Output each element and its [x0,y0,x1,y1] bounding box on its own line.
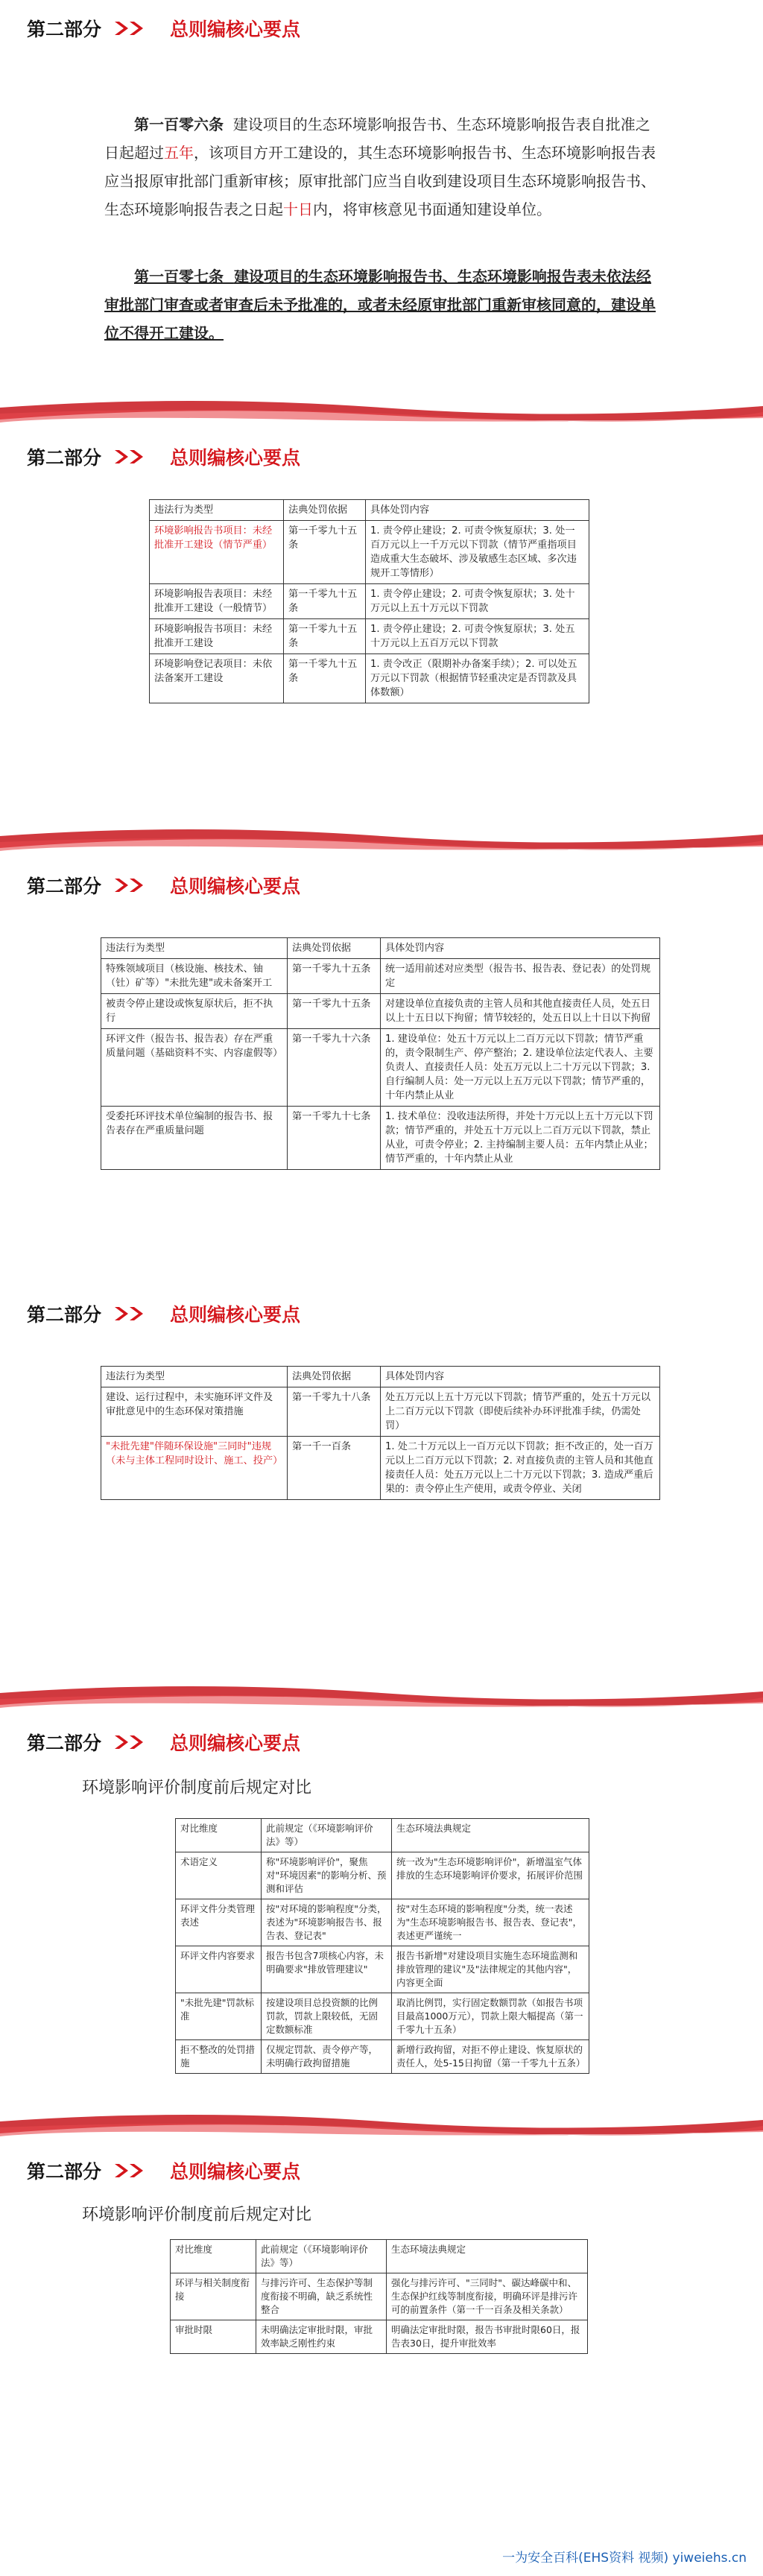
double-chevron-icon [112,2162,156,2179]
table-row [176,1993,589,2040]
table-cell: 第一千一百条 [288,1437,381,1500]
table-header-cell: 具体处罚内容 [366,500,589,521]
slide-header [27,870,300,900]
table-header-cell: 违法行为类型 [150,500,284,521]
slide-header [27,1299,300,1329]
table-cell: 第一千零九十六条 [288,1029,381,1107]
penalty-table [101,1366,660,1500]
table-cell: "未批先建"罚款标准 [176,1993,262,2040]
decorative-wave [0,391,763,428]
table-cell: 新增行政拘留，对拒不停止建设、恢复原状的责任人，处5-15日拘留（第一千零九十五条） [392,2040,589,2074]
table-row [101,1387,660,1437]
table-cell: 1. 技术单位：没收违法所得，并处十万元以上五十万元以下罚款；情节严重的，并处五十万元以上二百万元以下罚款，禁止从业，可责令停业；2. 主持编制主要人员：五年内禁止从业；情节严重的，十年内禁止从业 [381,1107,660,1170]
double-chevron-icon [112,877,156,893]
table-cell: 环境影响登记表项目：未依法备案开工建设 [150,654,284,703]
decorative-wave [0,2105,763,2142]
decorative-wave [0,820,763,857]
section-part-label: 第二部分 [27,1304,102,1326]
table-header-cell: 违法行为类型 [101,1367,288,1387]
table-cell: 第一千零九十五条 [284,584,366,619]
table-cell: 1. 建设单位：处五十万元以上二百万元以下罚款；情节严重的，责令限制生产、停产整治；2. 建设单位法定代表人、主要负责人、直接责任人员：处五万元以上二十万元以下罚款；3. 自行编制人员：处一万元以上五万元以下罚款；情节严重的，十年内禁止从业 [381,1029,660,1107]
table-row [176,1852,589,1899]
table-row [176,1946,589,1993]
table-cell: 受委托环评技术单位编制的报告书、报告表存在严重质量问题 [101,1107,288,1170]
table-cell: 处五万元以上五十万元以下罚款；情节严重的，处五十万元以上二百万元以下罚款（即使后续补办环评批准手续，仍需处罚） [381,1387,660,1437]
slide-header [27,13,300,43]
section-part-label: 第二部分 [27,876,102,897]
section-title: 总则编核心要点 [170,1732,301,1754]
table-header-cell: 生态环境法典规定 [387,2240,588,2273]
table-row [150,521,589,584]
table-cell: 取消比例罚，实行固定数额罚款（如报告书项目最高1000万元），罚款上限大幅提高（第一千零九十五条） [392,1993,589,2040]
table-cell: 术语定义 [176,1852,262,1899]
table-cell: 与排污许可、生态保护等制度衔接不明确，缺乏系统性整合 [256,2273,387,2320]
slide-header [27,1727,300,1757]
table-header-cell: 具体处罚内容 [381,938,660,959]
table-cell: 环境影响报告书项目：未经批准开工建设 [150,619,284,654]
table-header-cell: 法典处罚依据 [288,938,381,959]
table-header-cell: 对比维度 [171,2240,256,2273]
table-cell: 环评文件内容要求 [176,1946,262,1993]
table-cell: 仅规定罚款、责令停产等，未明确行政拘留措施 [262,2040,392,2074]
article-106: 第一百零六条 建设项目的生态环境影响报告书、生态环境影响报告表自批准之日起超过五年，该项目方开工建设的，其生态环境影响报告书、生态环境影响报告表应当报原审批部门重新审核；原审批部门应当自收到建设项目生态环境影响报告书、生态环境影响报告表之日起十日内，将审核意见书面通知建设单位。 [104,115,656,218]
table-cell: 环境影响报告书项目：未经批准开工建设（情节严重） [150,521,284,584]
slide-header [27,2156,300,2186]
double-chevron-icon [112,449,156,465]
table-header-row [176,1819,589,1852]
table-cell: 拒不整改的处罚措施 [176,2040,262,2074]
table-cell: 第一千零九十五条 [284,619,366,654]
table-cell: 环评文件（报告书、报告表）存在严重质量问题（基础资料不实、内容虚假等） [101,1029,288,1107]
slide-penalty-table-3 [0,1285,763,1714]
comparison-table [175,1818,589,2074]
table-row [150,619,589,654]
table-header-row [171,2240,588,2273]
table-cell: 报告书包含7项核心内容，未明确要求"排放管理建议" [262,1946,392,1993]
section-title: 总则编核心要点 [170,447,301,469]
table-cell: 1. 责令停止建设；2. 可责令恢复原状；3. 处一百万元以上一千万元以下罚款（情节严重指项目造成重大生态破坏、涉及敏感生态区域、多次违规开工等情形） [366,521,589,584]
slide-penalty-table-2 [0,857,763,1285]
table-cell: 统一改为"生态环境影响评价"，新增温室气体排放的生态环境影响评价要求，拓展评价范围 [392,1852,589,1899]
table-cell: 按"对环境的影响程度"分类，表述为"环境影响报告书、报告表、登记表" [262,1899,392,1946]
double-chevron-icon [112,1306,156,1322]
table-cell: 未明确法定审批时限，审批效率缺乏刚性约束 [256,2320,387,2354]
penalty-table [149,499,589,703]
section-title: 总则编核心要点 [170,876,301,897]
slide-comparison-2 [0,2142,763,2576]
table-header-cell: 生态环境法典规定 [392,1819,589,1852]
comparison-table [170,2239,588,2354]
table-row [176,1899,589,1946]
slide-penalty-table-1 [0,428,763,857]
table-cell: 1. 处二十万元以上一百万元以下罚款；拒不改正的，处一百万元以上二百万元以下罚款；2. 对直接负责的主管人员和其他直接责任人员：处五万元以上二十万元以下罚款；3. 造成严重后果的：责令停止生产使用，或责令停业、关闭 [381,1437,660,1500]
section-title: 总则编核心要点 [170,19,301,40]
table-header-row [101,938,660,959]
table-row [101,1029,660,1107]
footer-watermark[interactable]: 一为安全百科(EHS资料 视频) yiweiehs.cn [502,2551,747,2566]
table-cell: 1. 责令停止建设；2. 可责令恢复原状；3. 处五十万元以上五百万元以下罚款 [366,619,589,654]
slide-comparison-1 [0,1714,763,2142]
table-cell: 强化与排污许可、"三同时"、碳达峰碳中和、生态保护红线等制度衔接，明确环评是排污许可的前置条件（第一千一百条及相关条款） [387,2273,588,2320]
table-cell: 建设、运行过程中，未实施环评文件及审批意见中的生态环保对策措施 [101,1387,288,1437]
table-cell: 第一千零九十五条 [288,994,381,1029]
table-row [150,584,589,619]
table-row [101,1437,660,1500]
section-part-label: 第二部分 [27,447,102,469]
table-header-cell: 此前规定（《环境影响评价法》等） [256,2240,387,2273]
section-part-label: 第二部分 [27,19,102,40]
table-row [101,1107,660,1170]
section-title: 总则编核心要点 [170,2161,301,2183]
slide-article-106-107 [0,0,763,428]
penalty-table [101,937,660,1170]
table-cell: 第一千零九十五条 [284,521,366,584]
table-cell: 环境影响报告表项目：未经批准开工建设（一般情节） [150,584,284,619]
table-cell: 报告书新增"对建设项目实施生态环境监测和排放管理的建议"及"法律规定的其他内容"，内容更全面 [392,1946,589,1993]
table-header-cell: 法典处罚依据 [284,500,366,521]
section-part-label: 第二部分 [27,1732,102,1754]
table-row [150,654,589,703]
article-number: 第一百零六条 [134,115,224,133]
table-cell: 按建设项目总投资额的比例罚款，罚款上限较低，无固定数额标准 [262,1993,392,2040]
table-row [171,2273,588,2320]
section-part-label: 第二部分 [27,2161,102,2183]
decorative-wave [0,1677,763,1714]
article-107: 第一百零七条 建设项目的生态环境影响报告书、生态环境影响报告表未依法经审批部门审查或者审查后未予批准的，或者未经原审批部门重新审核同意的，建设单位不得开工建设。 [104,268,656,342]
table-cell: 第一千零九十七条 [288,1107,381,1170]
table-cell: 被责令停止建设或恢复原状后，拒不执行 [101,994,288,1029]
table-row [101,959,660,994]
table-row [101,994,660,1029]
highlight-term: 五年 [164,144,194,162]
table-header-row [150,500,589,521]
table-cell: 第一千零九十五条 [288,959,381,994]
slide-subtitle: 环境影响评价制度前后规定对比 [82,2206,312,2224]
table-cell: 第一千零九十五条 [284,654,366,703]
table-cell: "未批先建"伴随环保设施"三同时"违规（未与主体工程同时设计、施工、投产） [101,1437,288,1500]
double-chevron-icon [112,20,156,37]
table-header-cell: 此前规定（《环境影响评价法》等） [262,1819,392,1852]
table-cell: 1. 责令改正（限期补办备案手续）；2. 可以处五万元以下罚款（根据情节轻重决定是否罚款及具体数额） [366,654,589,703]
table-cell: 统一适用前述对应类型（报告书、报告表、登记表）的处罚规定 [381,959,660,994]
table-cell: 审批时限 [171,2320,256,2354]
table-cell: 对建设单位直接负责的主管人员和其他直接责任人员，处五日以上十五日以下拘留；情节较轻的，处五日以上十日以下拘留 [381,994,660,1029]
table-cell: 明确法定审批时限，报告书审批时限60日，报告表30日，提升审批效率 [387,2320,588,2354]
table-header-row [101,1367,660,1387]
table-header-cell: 对比维度 [176,1819,262,1852]
highlight-term: 十日 [283,200,313,218]
table-cell: 特殊领域项目（核设施、核技术、铀（钍）矿等）"未批先建"或未备案开工 [101,959,288,994]
table-row [176,2040,589,2074]
slide-header [27,442,300,472]
section-title: 总则编核心要点 [170,1304,301,1326]
table-row [171,2320,588,2354]
table-cell: 称"环境影响评价"，聚焦对"环境因素"的影响分析、预测和评估 [262,1852,392,1899]
table-header-cell: 法典处罚依据 [288,1367,381,1387]
article-number: 第一百零七条 [134,268,224,285]
table-cell: 环评与相关制度衔接 [171,2273,256,2320]
table-cell: 按"对生态环境的影响程度"分类，统一表述为"生态环境影响报告书、报告表、登记表"，表述更严谨统一 [392,1899,589,1946]
table-header-cell: 违法行为类型 [101,938,288,959]
table-cell: 第一千零九十八条 [288,1387,381,1437]
slide-subtitle: 环境影响评价制度前后规定对比 [82,1779,312,1797]
table-header-cell: 具体处罚内容 [381,1367,660,1387]
table-cell: 环评文件分类管理表述 [176,1899,262,1946]
table-cell: 1. 责令停止建设；2. 可责令恢复原状；3. 处十万元以上五十万元以下罚款 [366,584,589,619]
double-chevron-icon [112,1734,156,1750]
